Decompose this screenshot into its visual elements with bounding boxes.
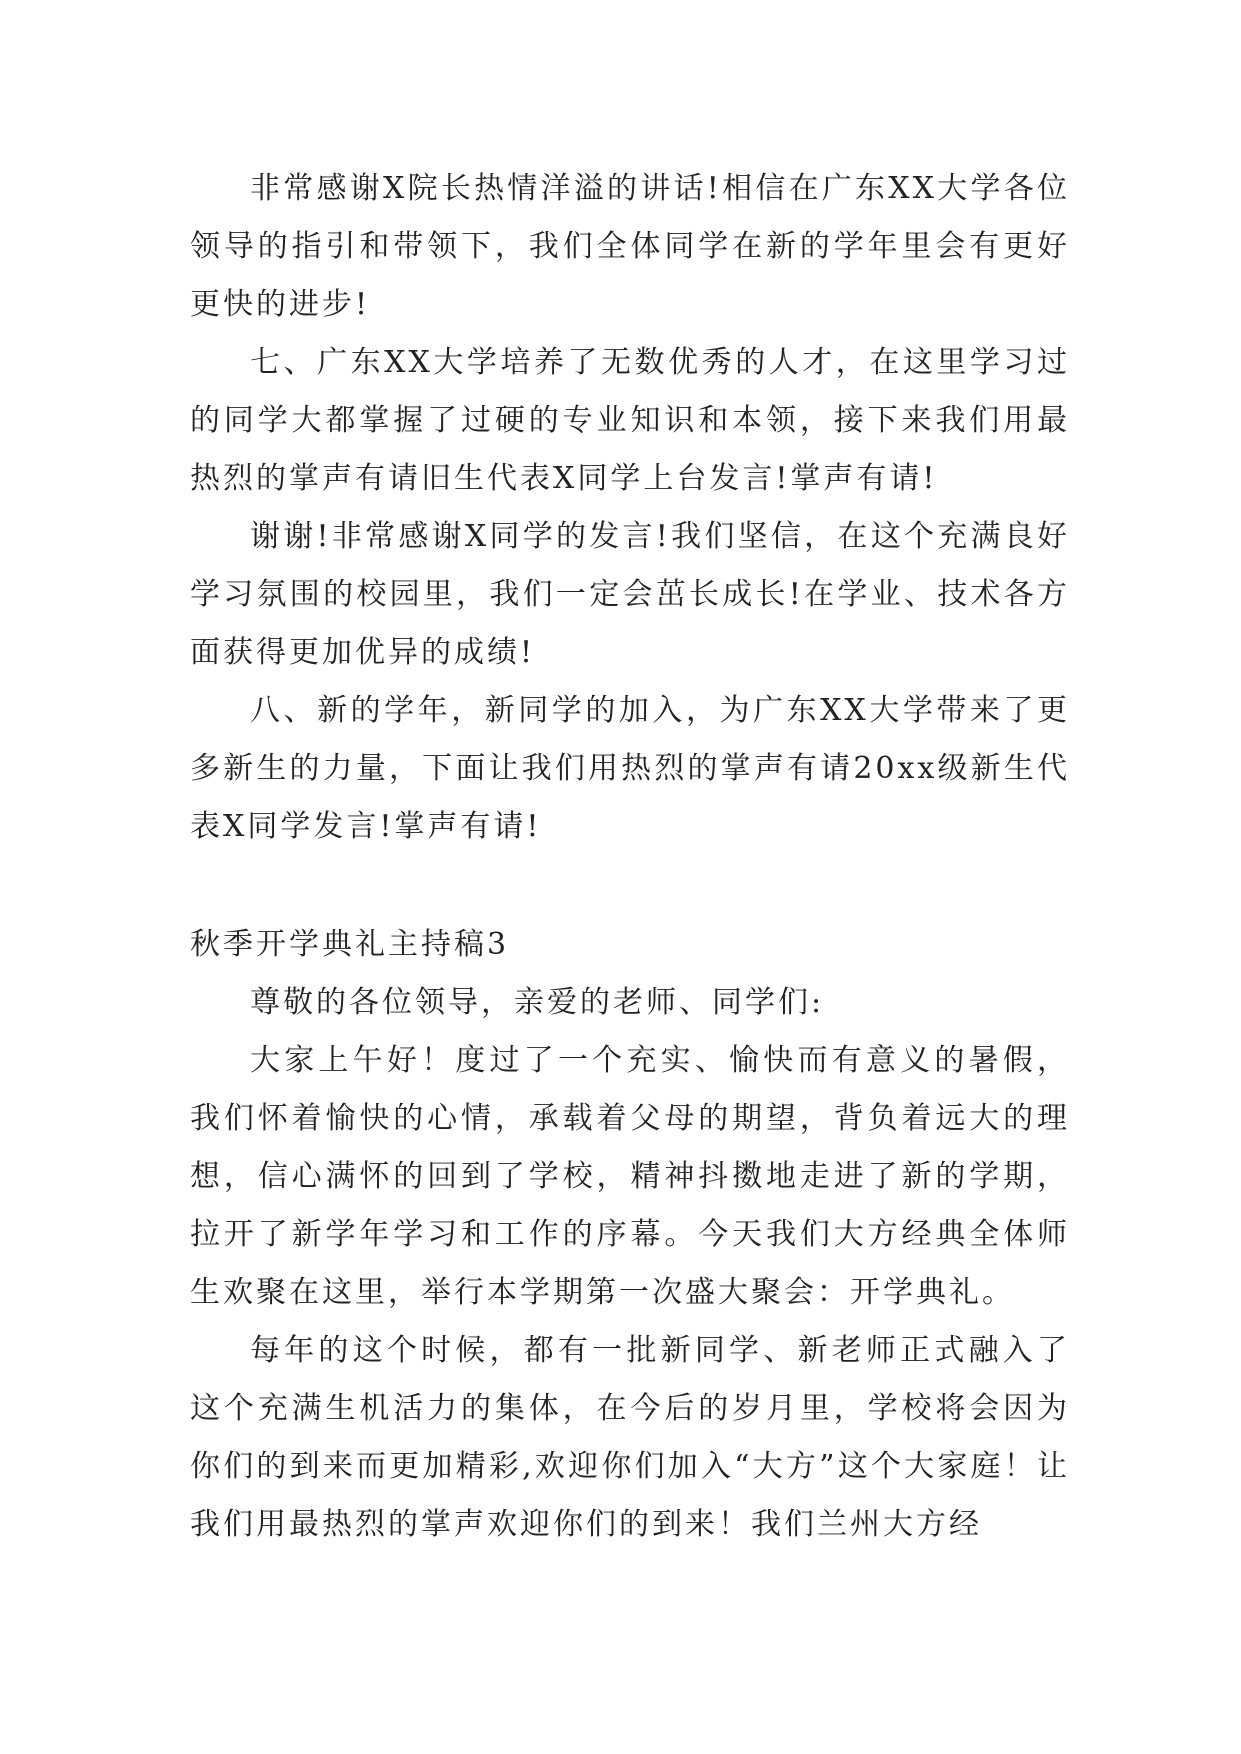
salutation: 尊敬的各位领导，亲爱的老师、同学们: — [250, 985, 825, 1020]
document-body — [190, 160, 1070, 1554]
paragraph: 七、广东XX大学培养了无数优秀的人才，在这里学习过的同学大都掌握了过硬的专业知识和本领，接下来我们用最热烈的掌声有请旧生代表X同学上台发言!掌声有请! — [190, 345, 1070, 496]
paragraph: 大家上午好！度过了一个充实、愉快而有意义的暑假，我们怀着愉快的心情，承载着父母的期望，背负着远大的理想，信心满怀的回到了学校，精神抖擞地走进了新的学期，拉开了新学年学习和工作的序幕。今天我们大方经典全体师生欢聚在这里，举行本学期第一次盛大聚会：开学典礼。 — [190, 1043, 1070, 1310]
section-title: 秋季开学典礼主持稿3 — [190, 927, 510, 962]
paragraph: 非常感谢X院长热情洋溢的讲话!相信在广东XX大学各位领导的指引和带领下，我们全体同学在新的学年里会有更好更快的进步! — [190, 171, 1070, 322]
paragraph: 每年的这个时候，都有一批新同学、新老师正式融入了这个充满生机活力的集体，在今后的岁月里，学校将会因为你们的到来而更加精彩,欢迎你们加入“大方”这个大家庭！让我们用最热烈的掌声欢迎你们的到来！我们兰州大方经 — [190, 1333, 1070, 1542]
paragraph: 八、新的学年，新同学的加入，为广东XX大学带来了更多新生的力量，下面让我们用热烈的掌声有请20xx级新生代表X同学发言!掌声有请! — [190, 693, 1070, 844]
paragraph: 谢谢!非常感谢X同学的发言!我们坚信，在这个充满良好学习氛围的校园里，我们一定会茁长成长!在学业、技术各方面获得更加优异的成绩! — [190, 519, 1070, 670]
